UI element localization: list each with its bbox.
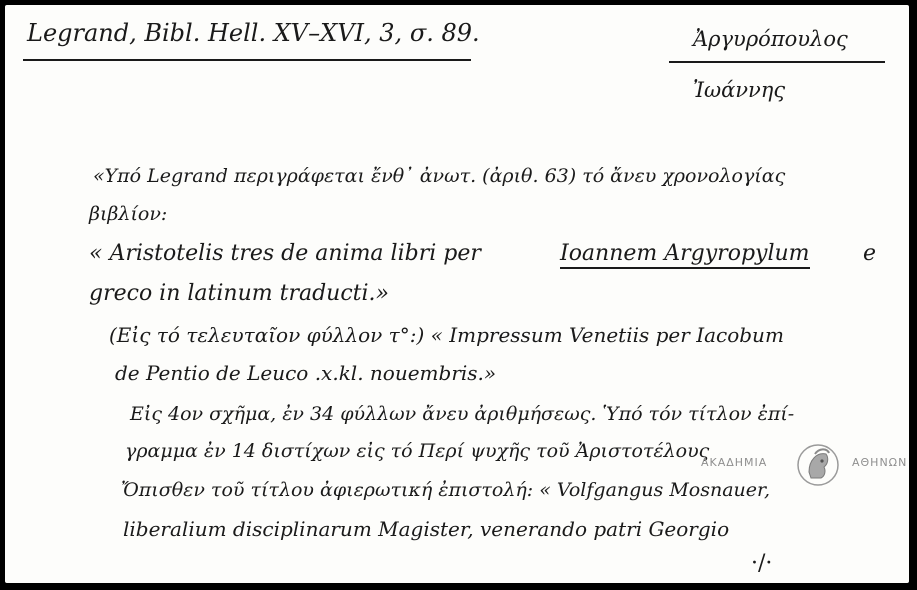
text-line: e [863, 241, 877, 266]
text-line: liberalium disciplinarum Magister, venerando patri Georgio [123, 517, 730, 541]
text-line: greco in latinum traducti.» [89, 281, 389, 306]
stamp-text-right: ΑΘΗΝΩΝ [852, 456, 908, 469]
stamp-text-left: ΑΚΑΔΗΜΙΑ [701, 456, 768, 469]
text-line: (Εἰς τό τελευταῖον φύλλον τ°:) « Impressum Venetiis per Iacobum [109, 323, 784, 347]
text-line: Ὄπισθεν τοῦ τίτλου ἀφιερωτική ἐπιστολή: « Volfgangus Mosnauer, [121, 479, 771, 501]
text-line: γραμμα ἐν 14 διστίχων εἰς τό Περί ψυχῆς τοῦ Ἀριστοτέλους [125, 440, 710, 462]
continuation-mark: ·/· [751, 551, 773, 576]
athena-emblem-icon [795, 442, 841, 488]
bibliographic-reference: Legrand, Bibl. Hell. XV–XVI, 3, σ. 89. [27, 19, 480, 47]
text-line: βιβλίον: [89, 203, 168, 225]
text-line: Εἰς 4ον σχῆμα, ἐν 34 φύλλων ἄνευ ἀριθμήσεως. Ὑπό τόν τίτλον ἐπί- [130, 403, 795, 425]
author-forename: Ἰωάννης [693, 78, 786, 102]
underlined-author-name: Ioannem Argyropylum [560, 243, 810, 269]
text-line: « Aristotelis tres de anima libri per [89, 241, 481, 266]
catalog-card [5, 5, 909, 583]
author-surname: Ἀργυρόπουλος [693, 27, 848, 51]
reference-underline [23, 59, 471, 61]
text-line: «Υπό Legrand περιγράφεται ἔνθ᾽ ἀνωτ. (ἀριθ. 63) τό ἄνευ χρονολογίας [93, 165, 786, 187]
library-stamp [697, 442, 909, 488]
text-line: de Pentio de Leuco .x.kl. nouembris.» [115, 361, 497, 385]
surname-underline [669, 61, 885, 63]
